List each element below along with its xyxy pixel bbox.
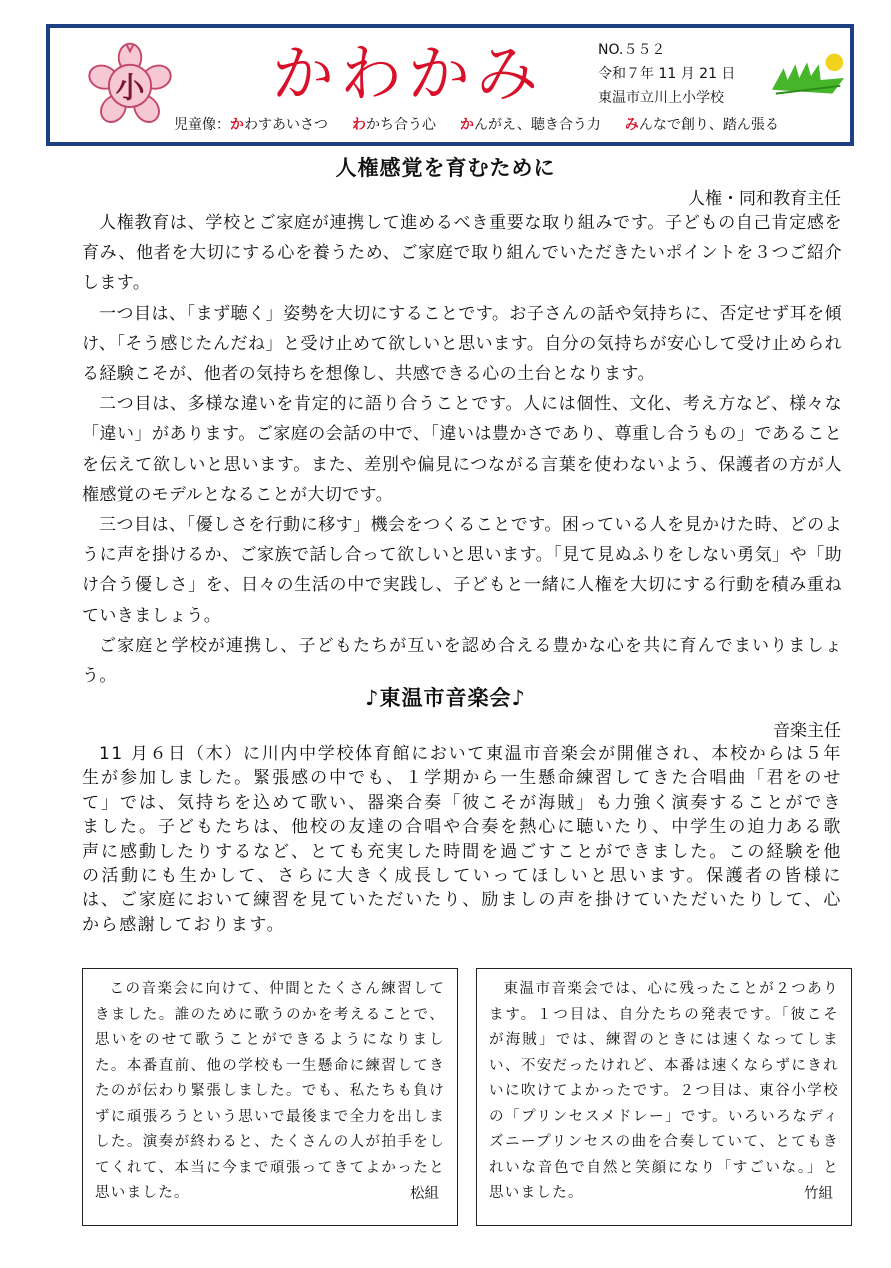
comment-text: この音楽会に向けて、仲間とたくさん練習してきました。誰のために歌うのかを考えることで、思いをのせて歌うことができるようになりました。本番直前、他の学校も一生懸命に練習してきたのが伝わり緊張しました。でも、私たちも負けずに頑張ろうという思いで最後まで全力を出しました。演奏が終わると、たくさんの人が拍手をしてくれて、本当に今まで頑張ってきてよかったと思いました。	[95, 981, 445, 1201]
emblem-mark-text: 小	[115, 70, 145, 105]
masthead	[46, 24, 854, 146]
article-author: 人権・同和教育主任	[688, 189, 841, 209]
motto-initial: み	[624, 117, 639, 133]
article-author: 音楽主任	[773, 721, 841, 741]
motto-initial: か	[460, 117, 474, 133]
article-body-music-concert	[82, 742, 842, 937]
comment-text: 東温市音楽会では、心に残ったことが２つあります。１つ目は、自分たちの発表です。「彼こそが海賊」では、練習のときには速くなってしまい、不安だったけれど、本番は速くならずにきれいに吹けてよかったです。２つ目は、東谷小学校の「プリンセスメドレー」です。いろいろなディズニープリンセスの曲を合奏していて、とてもきれいな音色で自然と笑顔になり「すごいな。」と思いました。	[489, 981, 839, 1201]
article-heading-music-concert: ♪東温市音楽会♪	[365, 686, 526, 710]
sakura-emblem-icon	[82, 36, 178, 132]
motto-label: 児童像：	[174, 117, 230, 133]
motto-initial: わ	[352, 117, 366, 133]
issue-date: 令和７年 11 月 21 日	[598, 66, 736, 82]
paragraph: 一つ目は、「まず聴く」姿勢を大切にすることです。お子さんの話や気持ちに、否定せず耳を傾け、「そう感じたんだね」と受け止めて欲しいと思います。自分の気持ちが安心して受け止められる経験こそが、他者の気持ちを想像し、共感できる心の土台となります。	[82, 303, 842, 385]
paragraph: 人権教育は、学校とご家庭が連携して進めるべき重要な取り組みです。子どもの自己肯定感を育み、他者を大切にする心を養うため、ご家庭で取り組んでいただきたいポイントを３つご紹介します。	[82, 213, 842, 294]
school-emblem	[82, 36, 178, 132]
paragraph: 三つ目は、「優しさを行動に移す」機会をつくることです。困っている人を見かけた時、どのように声を掛けるか、ご家族で話し合って欲しいと思います。「見て見ぬふりをしない勇気」や「助け合う優しさ」を、日々の生活の中で実践し、子どもと一緒に人権を大切にする行動を積み重ねていきましょう。	[82, 515, 842, 626]
student-comment-box	[476, 968, 852, 1226]
issue-info	[598, 38, 735, 110]
school-name: 東温市立川上小学校	[598, 90, 724, 106]
paragraph: 二つ目は、多様な違いを肯定的に語り合うことです。人には個性、文化、考え方など、様々な「違い」があります。ご家庭の会話の中で、「違いは豊かさであり、尊重し合うもの」であることを伝えて欲しいと思います。また、差別や偏見につながる言葉を使わないよう、保護者の方が人権感覚のモデルとなることが大切です。	[82, 394, 842, 505]
issue-number: NO.５５２	[598, 42, 666, 58]
student-comment-box	[82, 968, 458, 1226]
comment-signature: 松組	[410, 1185, 439, 1202]
article-body-human-rights	[82, 208, 842, 691]
student-ideal-motto	[174, 114, 779, 134]
motto-text: んなで創り、踏ん張る	[638, 117, 779, 133]
motto-text: わすあいさつ	[244, 117, 328, 133]
article-heading-human-rights: 人権感覚を育むために	[335, 156, 556, 180]
comment-signature: 竹組	[804, 1185, 833, 1202]
paragraph: 11 月６日（木）に川内中学校体育館において東温市音楽会が開催され、本校からは５年生が参加しました。緊張感の中でも、１学期から一生懸命練習してきた合唱曲「君をのせて」では、気持ちを込めて歌い、器楽合奏「彼こそが海賊」も力強く演奏することができました。子どもたちは、他校の友達の合唱や合奏を熱心に聴いたり、中学生の迫力ある歌声に感動したりするなど、とても充実した時間を過ごすことができました。この経験を他の活動にも生かして、さらに大きく成長していってほしいと思います。保護者の皆様には、ご家庭において練習を見ていただいたり、励ましの声を掛けていただいたりして、心から感謝しております。	[82, 744, 842, 935]
motto-initial: か	[230, 117, 244, 133]
paragraph: ご家庭と学校が連携し、子どもたちが互いを認め合える豊かな心を共に育んでまいりましょう。	[82, 635, 842, 687]
school-mark-icon	[770, 50, 848, 106]
newsletter-title: かわかみ	[272, 37, 545, 110]
motto-text: んがえ、聴き合う力	[474, 117, 601, 133]
motto-text: かち合う心	[366, 117, 436, 133]
